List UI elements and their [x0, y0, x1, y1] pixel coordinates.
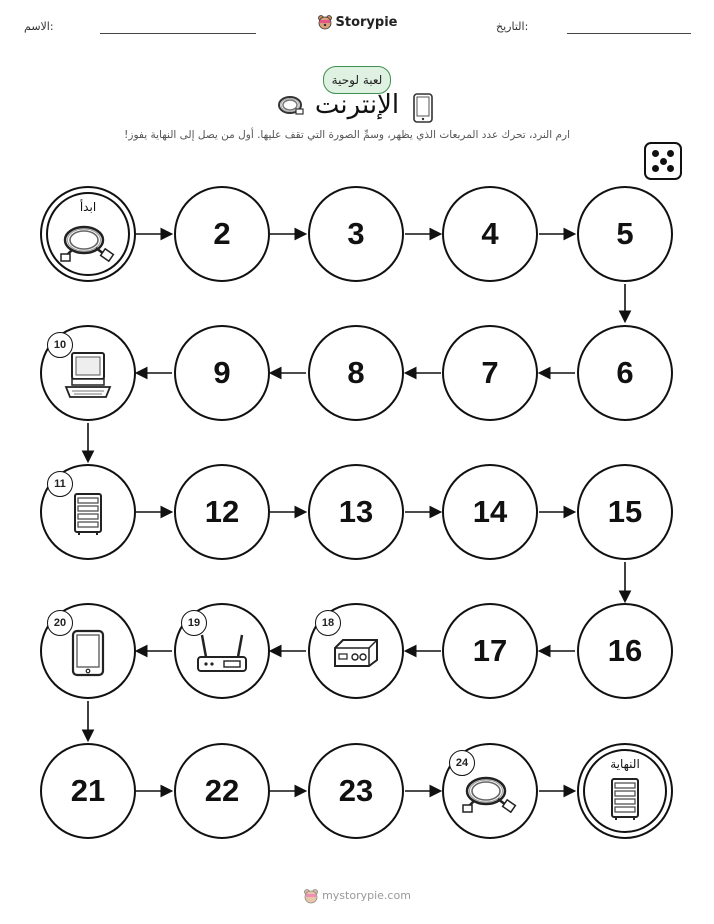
server-icon: [610, 777, 640, 821]
cell-number: 9: [213, 355, 231, 390]
board-cell-23[interactable]: [308, 743, 404, 839]
board-cell-22[interactable]: [174, 743, 270, 839]
board-cell-16[interactable]: [577, 603, 673, 699]
cell-number: 16: [607, 633, 643, 668]
board-cell-6[interactable]: [577, 325, 673, 421]
board-cell-2[interactable]: [174, 186, 270, 282]
board-cell-8[interactable]: [308, 325, 404, 421]
board-cell-12[interactable]: [174, 464, 270, 560]
board-cell-17[interactable]: [442, 603, 538, 699]
board-cell-20[interactable]: [40, 603, 136, 699]
cell-number: 22: [204, 773, 240, 808]
board-cell-9[interactable]: [174, 325, 270, 421]
cell-number: 14: [472, 494, 508, 529]
game-badge: لعبة لوحية: [323, 66, 391, 94]
board-cell-15[interactable]: [577, 464, 673, 560]
cell-number-tag: 20: [47, 610, 73, 636]
board-cell-4[interactable]: [442, 186, 538, 282]
board-cell-1[interactable]: [40, 186, 136, 282]
cell-number-tag: 11: [47, 471, 73, 497]
cell-number: 3: [347, 216, 365, 251]
board-cell-14[interactable]: [442, 464, 538, 560]
cell-number: 4: [481, 216, 499, 251]
board-cell-11[interactable]: [40, 464, 136, 560]
board-cell-10[interactable]: [40, 325, 136, 421]
cell-number: 23: [338, 773, 374, 808]
board-cell-24[interactable]: [442, 743, 538, 839]
board-cell-25[interactable]: [577, 743, 673, 839]
board-cell-5[interactable]: [577, 186, 673, 282]
cell-number: 7: [481, 355, 499, 390]
brand-name: Storypie: [335, 15, 398, 30]
start-label: ابدأ: [79, 200, 97, 214]
bear-logo-icon: [303, 888, 319, 904]
cell-number: 6: [616, 355, 634, 390]
cable-icon: [60, 220, 116, 264]
cell-number: 12: [204, 494, 240, 529]
board-cell-19[interactable]: [174, 603, 270, 699]
cell-number: 5: [616, 216, 634, 251]
cell-number-tag: 24: [449, 750, 475, 776]
date-label: التاريخ:: [496, 20, 529, 33]
cell-number: 13: [338, 494, 374, 529]
footer: [0, 888, 714, 904]
cell-number-tag: 19: [181, 610, 207, 636]
cell-number-tag: 18: [315, 610, 341, 636]
server-icon: [73, 492, 103, 536]
page-title: الإنترنت: [314, 90, 400, 120]
board-cell-21[interactable]: [40, 743, 136, 839]
cell-number: 2: [213, 216, 231, 251]
instructions: ارم النرد، تحرك عدد المربعات الذي يظهر، وسمِّ الصورة التي تقف عليها. أول من يصل إلى النهاية يفوز!: [124, 129, 570, 141]
computer-icon: [62, 351, 114, 399]
cell-number: 15: [607, 494, 643, 529]
footer-url[interactable]: mystorypie.com: [322, 889, 411, 902]
finish-label: النهاية: [610, 757, 640, 771]
modem-icon: [331, 636, 381, 670]
cell-number: 21: [70, 773, 106, 808]
board-cell-3[interactable]: [308, 186, 404, 282]
router-icon: [194, 631, 250, 675]
board-cell-13[interactable]: [308, 464, 404, 560]
cell-number: 17: [472, 633, 508, 668]
board-cell-18[interactable]: [308, 603, 404, 699]
cell-number-tag: 10: [47, 332, 73, 358]
board-cell-7[interactable]: [442, 325, 538, 421]
cable-icon: [462, 771, 518, 815]
name-label: الاسم:: [24, 20, 54, 33]
cell-number: 8: [347, 355, 365, 390]
tablet-icon: [71, 629, 105, 677]
